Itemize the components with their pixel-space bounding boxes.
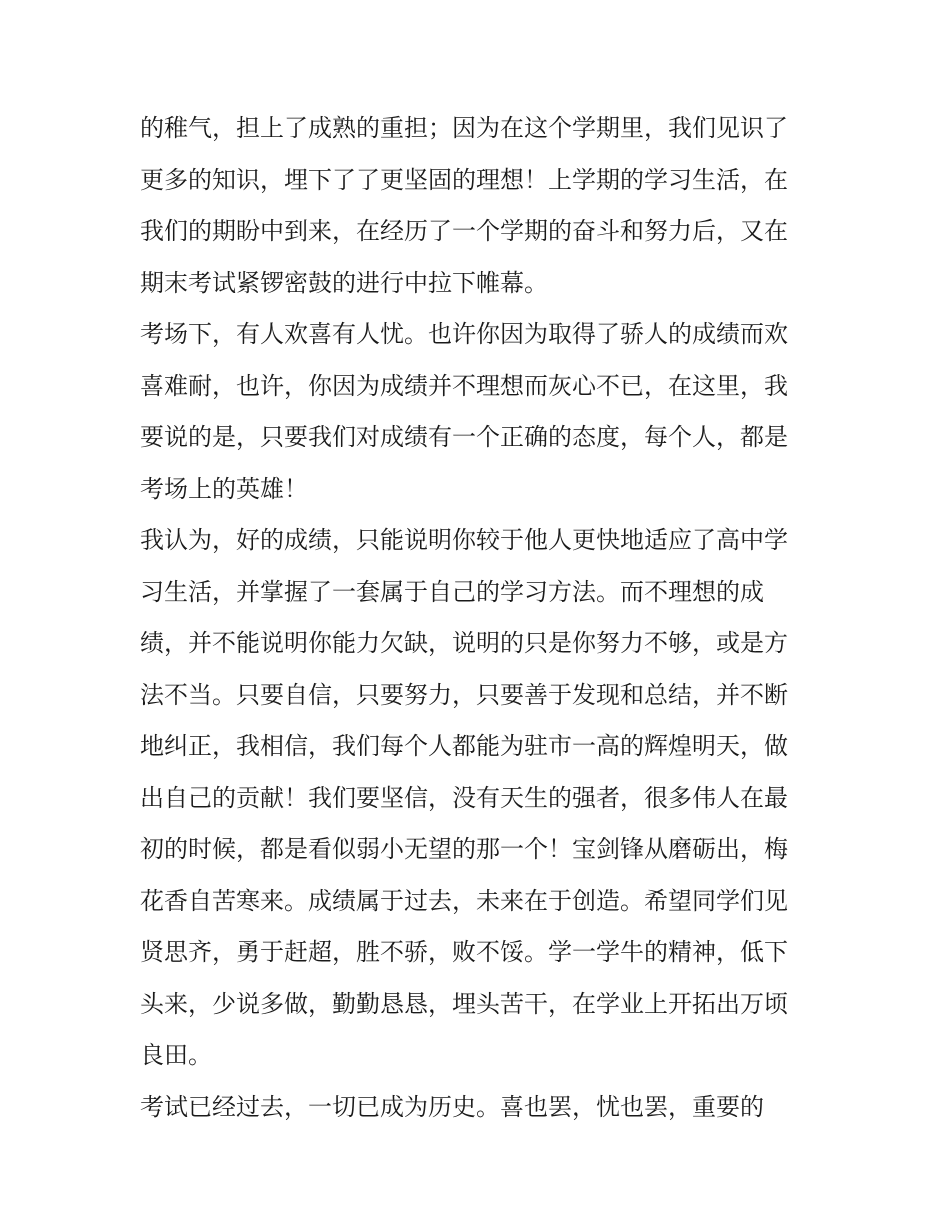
text-line: 的稚气，担上了成熟的重担；因为在这个学期里，我们见识了 — [140, 114, 788, 142]
text-line: 绩，并不能说明你能力欠缺，说明的只是你努力不够，或是方 — [140, 629, 788, 657]
text-line: 法不当。只要自信，只要努力，只要善于发现和总结，并不断 — [140, 680, 788, 709]
paragraph-2 — [140, 309, 820, 515]
text-line: 喜难耐，也许，你因为成绩并不理想而灰心不已，在这里，我 — [140, 371, 788, 400]
text-line: 习生活，并掌握了一套属于自己的学习方法。而不理想的成 — [140, 577, 764, 606]
text-line: 地纠正，我相信，我们每个人都能为驻市一高的辉煌明天，做 — [140, 732, 788, 760]
text-line: 花香自苦寒来。成绩属于过去，未来在于创造。希望同学们见 — [140, 886, 788, 915]
text-line: 头来，少说多做，勤勤恳恳，埋头苦干，在学业上开拓出万顷 — [140, 989, 788, 1018]
text-line: 贤思齐，勇于赶超，胜不骄，败不馁。学一学牛的精神，低下 — [140, 938, 788, 966]
paragraph-3 — [140, 515, 820, 1082]
text-line: 要说的是，只要我们对成绩有一个正确的态度，每个人，都是 — [140, 423, 788, 451]
text-line: 期末考试紧锣密鼓的进行中拉下帷幕。 — [140, 268, 548, 297]
text-line: 出自己的贡献！我们要坚信，没有天生的强者，很多伟人在最 — [140, 783, 788, 812]
text-line: 良田。 — [140, 1041, 212, 1069]
text-line: 考场下，有人欢喜有人忧。也许你因为取得了骄人的成绩而欢 — [140, 320, 788, 348]
text-line: 考试已经过去，一切已成为历史。喜也罢，忧也罢，重要的 — [140, 1092, 764, 1121]
paragraph-4 — [140, 1082, 820, 1134]
paragraph-1 — [140, 103, 820, 309]
text-line: 初的时候，都是看似弱小无望的那一个！宝剑锋从磨砺出，梅 — [140, 835, 788, 863]
text-line: 更多的知识，埋下了了更坚固的理想！上学期的学习生活，在 — [140, 165, 788, 194]
document-body — [140, 103, 820, 1133]
text-line: 考场上的英雄！ — [140, 474, 308, 503]
text-line: 我们的期盼中到来，在经历了一个学期的奋斗和努力后，又在 — [140, 217, 788, 245]
text-line: 我认为，好的成绩，只能说明你较于他人更快地适应了高中学 — [140, 526, 788, 554]
